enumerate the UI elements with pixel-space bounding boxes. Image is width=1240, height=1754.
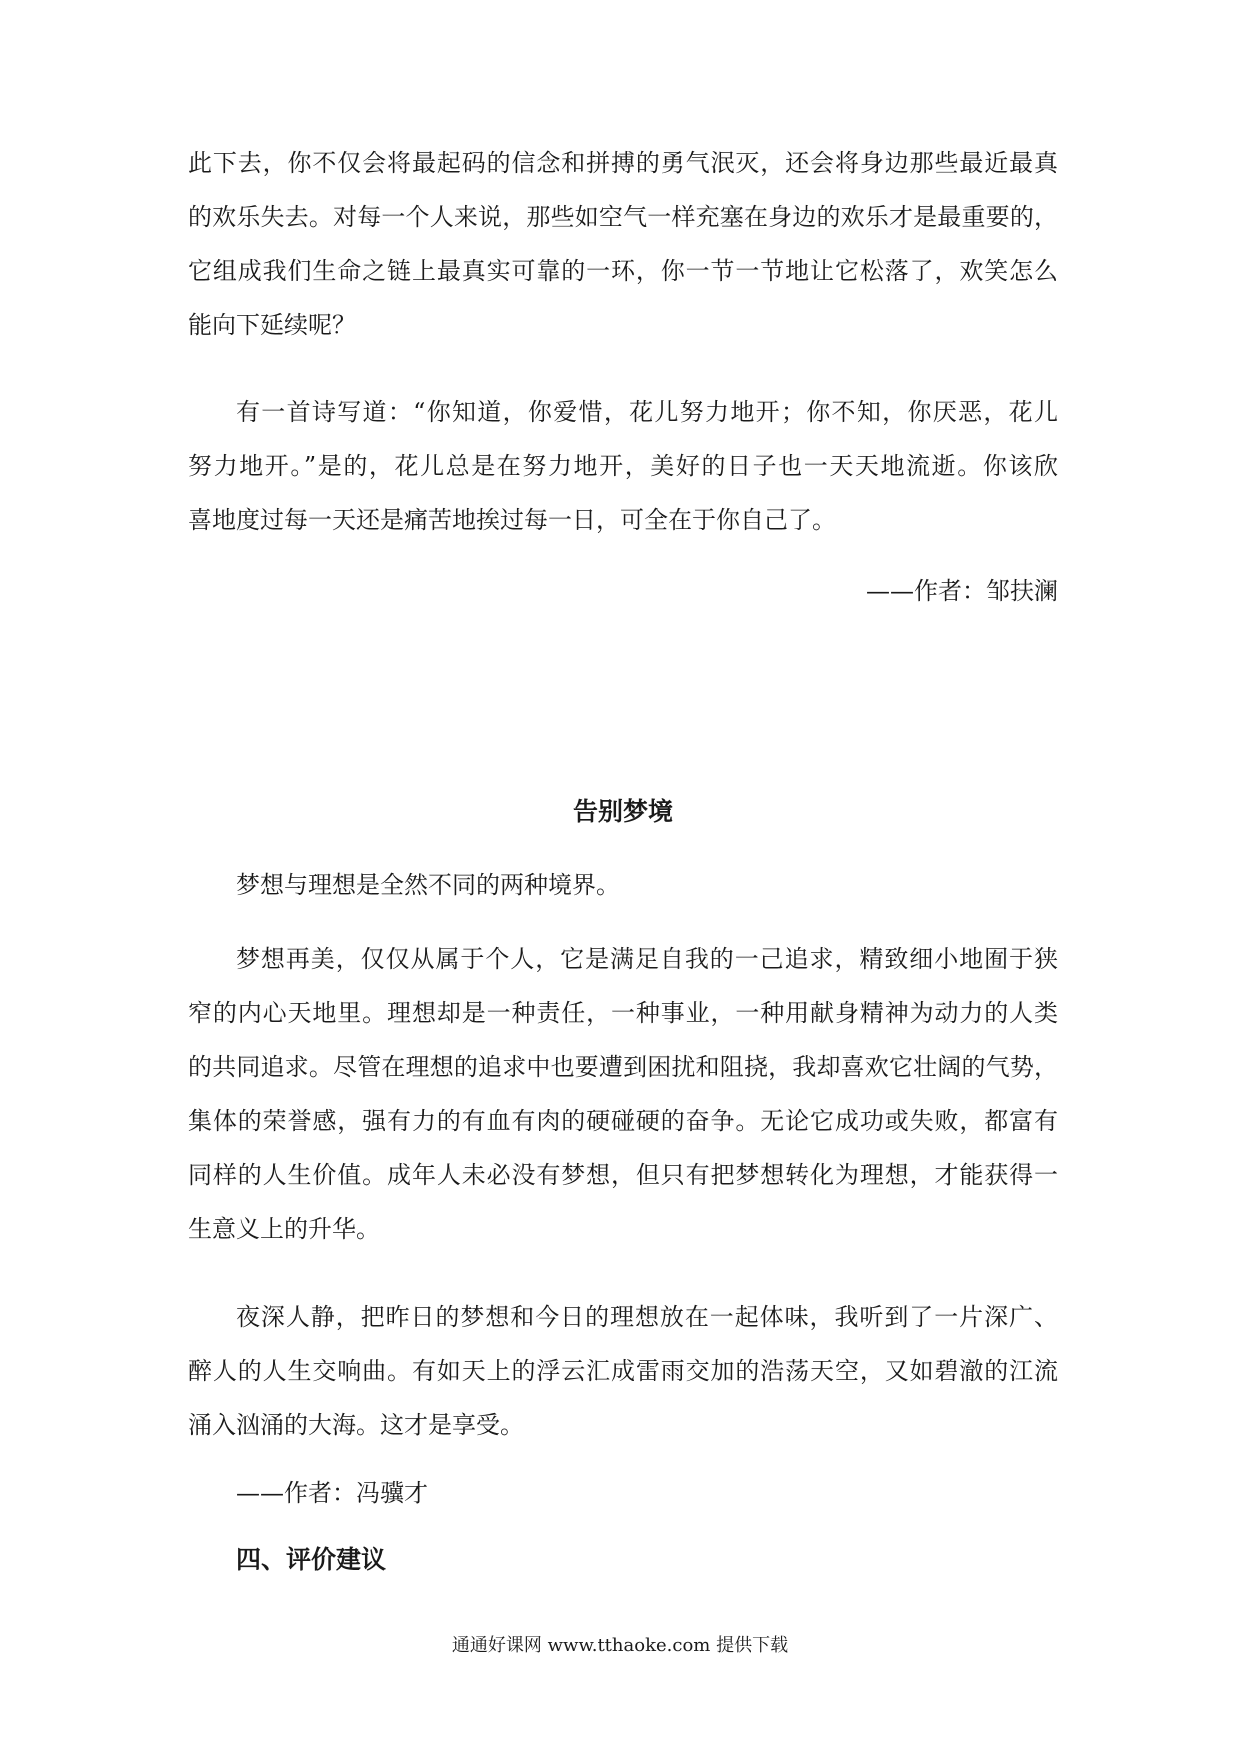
paragraph-line: 窄的内心天地里。理想却是一种责任，一种事业，一种用献身精神为动力的人类 (188, 999, 1058, 1027)
author-credit-2 (188, 1466, 1058, 1520)
poem-paragraph (188, 385, 1058, 547)
essay-paragraph-2 (188, 932, 1058, 1256)
essay-paragraph-3 (188, 1290, 1058, 1452)
paragraph-line: 醉人的人生交响曲。有如天上的浮云汇成雷雨交加的浩荡天空，又如碧澈的江流 (188, 1357, 1058, 1385)
essay-title: 告别梦境 (572, 797, 673, 826)
paragraph-line: 生意义上的升华。 (188, 1215, 380, 1243)
section-heading: 四、评价建议 (236, 1545, 387, 1574)
paragraph-line: 有一首诗写道：“你知道，你爱惜，花儿努力地开；你不知，你厌恶，花儿 (236, 398, 1058, 426)
continued-paragraph (188, 136, 1058, 352)
author-credit-text: ——作者：冯骥才 (236, 1479, 428, 1507)
paragraph-line: 集体的荣誉感，强有力的有血有肉的硬碰硬的奋争。无论它成功或失败，都富有 (188, 1107, 1058, 1135)
paragraph-line: 同样的人生价值。成年人未必没有梦想，但只有把梦想转化为理想，才能获得一 (188, 1161, 1058, 1189)
paragraph-line: 它组成我们生命之链上最真实可靠的一环，你一节一节地让它松落了，欢笑怎么 (188, 257, 1058, 285)
paragraph-line: 努力地开。”是的，花儿总是在努力地开，美好的日子也一天天地流逝。你该欣 (188, 452, 1058, 480)
paragraph-line: 的欢乐失去。对每一个人来说，那些如空气一样充塞在身边的欢乐才是最重要的， (188, 203, 1058, 231)
paragraph-line: 能向下延续呢？ (188, 311, 356, 339)
essay-paragraph-1 (188, 858, 1058, 912)
paragraph-line: 的共同追求。尽管在理想的追求中也要遭到困扰和阻挠，我却喜欢它壮阔的气势， (188, 1053, 1058, 1081)
author-credit-1: ——作者：邹扶澜 (866, 577, 1058, 605)
paragraph-line: 夜深人静，把昨日的梦想和今日的理想放在一起体味，我听到了一片深广、 (236, 1303, 1058, 1331)
paragraph-line: 梦想再美，仅仅从属于个人，它是满足自我的一己追求，精致细小地囿于狭 (236, 945, 1058, 973)
page-footer: 通通好课网 www.tthaoke.com 提供下载 (451, 1635, 789, 1656)
paragraph-line: 涌入汹涌的大海。这才是享受。 (188, 1411, 524, 1439)
paragraph-line: 此下去，你不仅会将最起码的信念和拼搏的勇气泯灭，还会将身边那些最近最真 (188, 149, 1058, 177)
paragraph-line: 梦想与理想是全然不同的两种境界。 (236, 871, 620, 899)
paragraph-line: 喜地度过每一天还是痛苦地挨过每一日，可全在于你自己了。 (188, 506, 836, 534)
